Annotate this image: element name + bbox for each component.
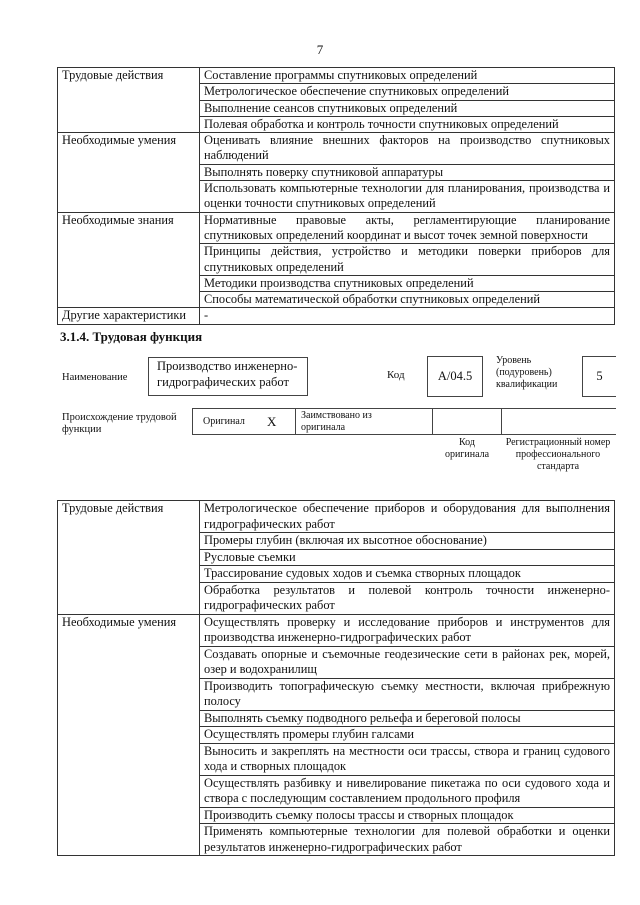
level-label: Уровень (подуровень) квалификации (496, 355, 558, 390)
row-item: Выполнять поверку спутниковой аппаратуры (200, 164, 615, 180)
row-item: Полевая обработка и контроль точности спутниковых определений (200, 116, 615, 132)
row-item: Производить топографическую съемку местности, включая прибрежную полосу (200, 678, 615, 710)
row-item: Выносить и закреплять на местности оси трассы, створа и границ судового хода и створных площадок (200, 743, 615, 775)
section-heading: 3.1.4. Трудовая функция (60, 329, 203, 344)
origin-code-label: Код оригинала (444, 437, 490, 460)
borrowed-label: Заимствовано из оригинала (301, 410, 372, 433)
row-item: Методики производства спутниковых определений (200, 275, 615, 291)
row-item: - (200, 308, 615, 324)
page-number: 7 (316, 42, 324, 57)
row-item: Оценивать влияние внешних факторов на производство спутниковых наблюдений (200, 133, 615, 165)
row-item: Выполнять съемку подводного рельефа и береговой полосы (200, 710, 615, 727)
level-value: 5 (582, 356, 616, 397)
table-row (58, 501, 615, 533)
code-label: Код (387, 369, 405, 381)
row-label: Необходимые знания (58, 212, 200, 308)
table-row (58, 133, 615, 165)
name-value: Производство инженерно-гидрографических работ (157, 359, 298, 389)
origin-table (192, 408, 616, 435)
table-row (58, 68, 615, 84)
row-item: Метрологическое обеспечение приборов и оборудования для выполнения гидрографических работ (200, 501, 615, 533)
row-label: Другие характеристики (58, 308, 200, 324)
row-item: Нормативные правовые акты, регламентирующие планирование спутниковых определений координат и высот точек земной поверхности (200, 212, 615, 244)
table-labor-function-3-1-3 (57, 67, 615, 325)
row-item: Трассирование судовых ходов и съемка створных площадок (200, 566, 615, 583)
row-item: Метрологическое обеспечение спутниковых определений (200, 84, 615, 100)
code-value: А/04.5 (427, 356, 483, 397)
row-item: Производить съемку полосы трассы и створных площадок (200, 807, 615, 824)
row-label: Необходимые умения (58, 133, 200, 212)
row-item: Создавать опорные и съемочные геодезические сети в районах рек, морей, озер и водохранилищ (200, 646, 615, 678)
row-item: Осуществлять промеры глубин галсами (200, 727, 615, 744)
row-label: Трудовые действия (58, 501, 200, 615)
row-item: Способы математической обработки спутниковых определений (200, 292, 615, 308)
table-row (58, 308, 615, 324)
row-item: Выполнение сеансов спутниковых определений (200, 100, 615, 116)
row-label: Трудовые действия (58, 68, 200, 133)
original-label: Оригинал (203, 416, 245, 427)
row-item: Использовать компьютерные технологии для планирования, производства и оценки точности спутниковых определений (200, 181, 615, 213)
name-label: Наименование (62, 372, 128, 383)
row-item: Применять компьютерные технологии для полевой обработки и оценки результатов инженерно-гидрографических работ (200, 824, 615, 856)
row-item: Осуществлять проверку и исследование приборов и инструментов для производства инженерно-гидрографических работ (200, 614, 615, 646)
table-row (58, 614, 615, 646)
row-item: Обработка результатов и полевой контроль точности инженерно-гидрографических работ (200, 582, 615, 614)
table-labor-function-3-1-4 (57, 500, 615, 856)
reg-number-label: Регистрационный номер профессионального стандарта (505, 437, 611, 472)
row-label: Необходимые умения (58, 614, 200, 856)
row-item: Принципы действия, устройство и методики поверки приборов для спутниковых определений (200, 244, 615, 276)
row-item: Промеры глубин (включая их высотное обоснование) (200, 533, 615, 550)
row-item: Русловые съемки (200, 549, 615, 566)
table-row (58, 212, 615, 244)
row-item: Осуществлять разбивку и нивелирование пикетажа по оси судового хода и створа с последующим составлением продольного профиля (200, 775, 615, 807)
name-box (148, 357, 308, 396)
original-mark: X (267, 414, 277, 429)
origin-label: Происхождение трудовой функции (62, 412, 177, 435)
row-item: Составление программы спутниковых определений (200, 68, 615, 84)
